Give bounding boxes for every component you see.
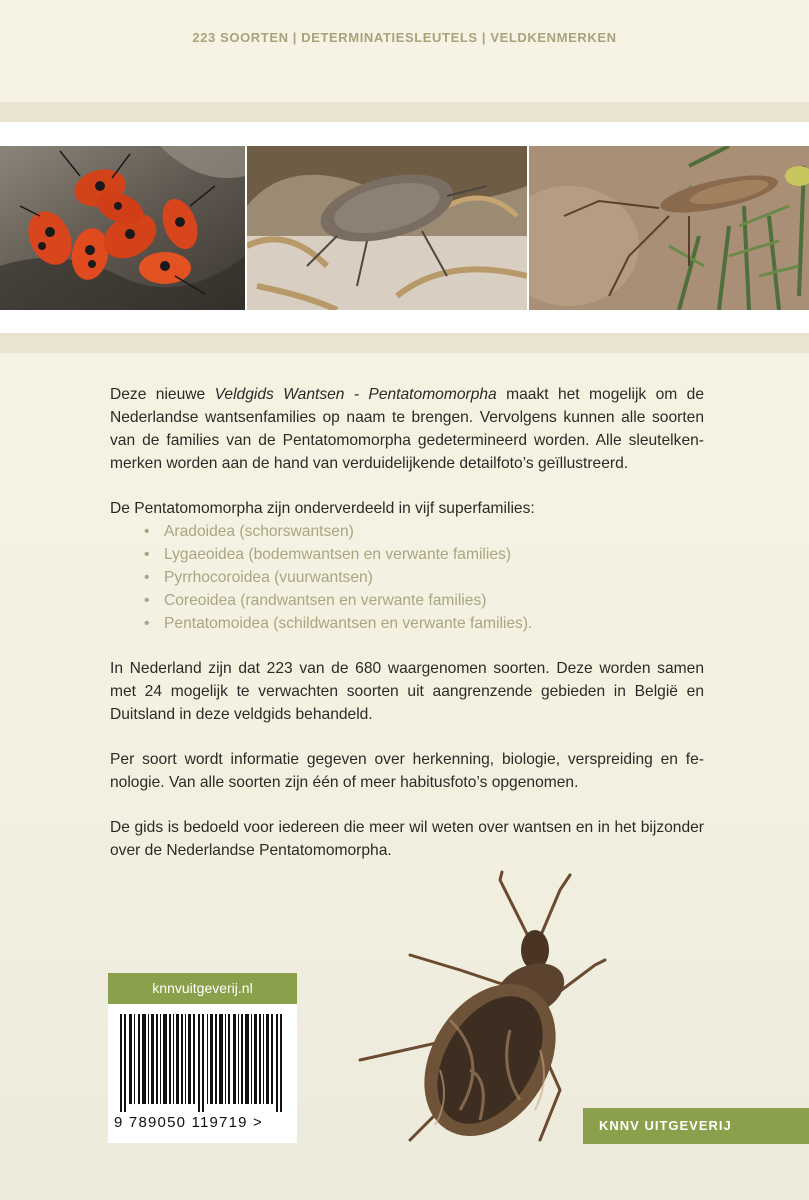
photo-strip xyxy=(0,122,809,333)
list-item: • Pyrrhocoroidea (vuurwantsen) xyxy=(110,566,704,589)
paragraph-audience: De gids is bedoeld voor iedereen die meer wil weten over wantsen en in het bijzonder over de Nederlandse Pentatomomorpha. xyxy=(110,819,704,859)
decorative-band-bottom xyxy=(0,333,809,353)
list-item: • Coreoidea (randwantsen en verwante families) xyxy=(110,589,704,612)
flat-bug-illustration xyxy=(340,870,610,1160)
barcode xyxy=(108,1004,297,1143)
list-item: • Aradoidea (schorswantsen) xyxy=(110,520,704,543)
photo-coreid-bug xyxy=(529,146,809,310)
list-item: • Pentatomoidea (schildwantsen en verwante families). xyxy=(110,612,704,635)
list-item: • Lygaeoidea (bodemwantsen en verwante families) xyxy=(110,543,704,566)
superfamily-intro: De Pentatomomorpha zijn onderverdeeld in vijf superfamilies: xyxy=(110,500,535,517)
paragraph-species-count: In Nederland zijn dat 223 van de 680 waargenomen soorten. Deze worden samen met 24 mogelijk te verwachten soorten uit aangrenzende gebieden in België en Duitsland in deze veldgids behandeld. xyxy=(110,660,704,723)
isbn-number: 9 789050 119719 > xyxy=(114,1114,263,1131)
decorative-band-top xyxy=(0,102,809,122)
blurb xyxy=(110,383,704,884)
superfamily-list xyxy=(110,520,704,635)
barcode-bars xyxy=(120,1014,285,1112)
website-link[interactable]: knnvuitgeverij.nl xyxy=(108,973,297,1004)
paragraph-species-info: Per soort wordt informatie gegeven over herkenning, biologie, verspreiding en fenologie. Van alle soorten zijn één of meer habitusfoto’s opgenomen. xyxy=(110,751,704,791)
photo-firebugs xyxy=(0,146,245,310)
intro-paragraph: Deze nieuwe Veldgids Wantsen - Pentatomomorpha maakt het mogelijk om de Nederlandse wantsenfamilies op naam te brengen. Vervolgens kunnen alle soorten van de families van de Pentatomomorpha gedetermineerd worden. Alle sleutelkenmerken worden aan de hand van verduidelijkende detailfoto’s geïllustreerd. xyxy=(110,386,705,472)
tagline: 223 SOORTEN | DETERMINATIESLEUTELS | VELDKENMERKEN xyxy=(192,30,617,45)
publisher-label: KNNV UITGEVERIJ xyxy=(583,1108,809,1144)
photo-flat-bug xyxy=(247,146,527,310)
book-title: Veldgids Wantsen - Pentatomomorpha xyxy=(214,386,497,403)
